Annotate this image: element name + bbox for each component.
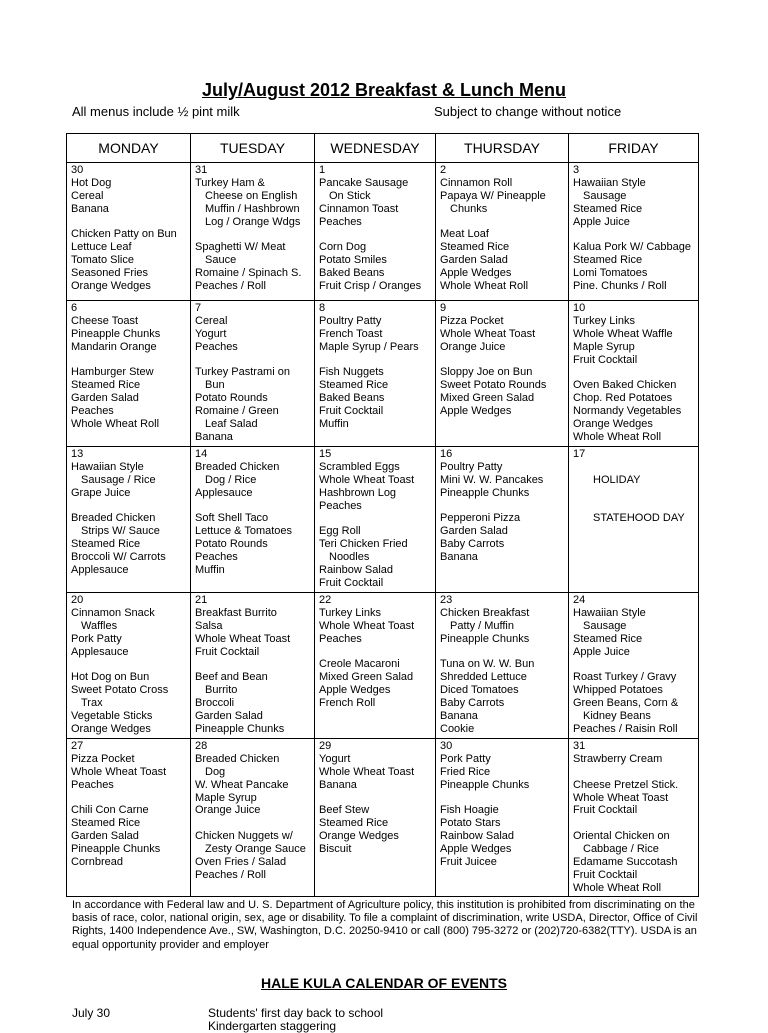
- menu-table: [66, 133, 699, 897]
- menu-item: Cornbread: [71, 856, 123, 869]
- day-number: 24: [573, 594, 586, 606]
- menu-item: Whole Wheat Roll: [573, 430, 662, 443]
- menu-item: Roast Turkey / Gravy: [573, 671, 677, 684]
- menu-item: Hot Dog: [71, 176, 112, 189]
- day-cell: [436, 593, 569, 739]
- menu-item: HOLIDAY: [593, 473, 641, 486]
- menu-item: Cereal: [71, 189, 104, 202]
- menu-item: Sloppy Joe on Bun: [440, 366, 533, 379]
- menu-item: Peaches / Roll: [195, 280, 266, 293]
- menu-item: Whole Wheat Toast: [573, 791, 669, 804]
- day-cell: [191, 739, 315, 897]
- menu-item: Apple Wedges: [440, 843, 512, 856]
- menu-item: [71, 216, 187, 229]
- menu-item: Breakfast Burrito: [195, 606, 277, 619]
- menu-item: Romaine / Green: [195, 405, 279, 418]
- menu-item: Potato Rounds: [195, 392, 268, 405]
- menu-item: Strips W/ Sauce: [81, 525, 160, 538]
- menu-item: French Toast: [319, 327, 383, 340]
- menu-item: Baked Beans: [319, 267, 385, 280]
- menu-item: Orange Wedges: [71, 280, 151, 293]
- menu-item: Steamed Rice: [573, 202, 643, 215]
- menu-item: Creole Macaroni: [319, 658, 400, 671]
- menu-item: Breaded Chicken: [195, 752, 280, 765]
- day-cell: [436, 301, 569, 447]
- menu-item: Pineapple Chunks: [440, 486, 530, 499]
- menu-item: Yogurt: [319, 752, 351, 765]
- menu-item: Yogurt: [195, 327, 227, 340]
- menu-item: Chicken Breakfast: [440, 606, 530, 619]
- menu-item: Garden Salad: [440, 525, 508, 538]
- day-cell: [436, 163, 569, 301]
- menu-item: [319, 354, 432, 367]
- day-header-monday: MONDAY: [67, 134, 191, 163]
- menu-item: Breaded Chicken: [71, 512, 156, 525]
- menu-item: [195, 658, 311, 671]
- menu-item: Mixed Green Salad: [440, 392, 535, 405]
- menu-item: Baby Carrots: [440, 697, 505, 710]
- menu-item: Peaches: [71, 778, 114, 791]
- menu-item: [319, 228, 432, 241]
- menu-item: Whole Wheat Waffle: [573, 327, 673, 340]
- menu-item: [573, 228, 695, 241]
- menu-item: Steamed Rice: [71, 538, 141, 551]
- menu-item: Breaded Chicken: [195, 460, 280, 473]
- menu-item: Trax: [81, 697, 103, 710]
- day-cell: [67, 163, 191, 301]
- day-number: 10: [573, 302, 586, 314]
- menu-item: Peaches: [319, 499, 362, 512]
- menu-item: Spaghetti W/ Meat: [195, 241, 286, 254]
- menu-item: Papaya W/ Pineapple: [440, 189, 546, 202]
- menu-item: Peaches / Raisin Roll: [573, 722, 678, 735]
- menu-item: Patty / Muffin: [450, 619, 514, 632]
- day-cell: [191, 593, 315, 739]
- day-number: 15: [319, 448, 332, 460]
- menu-item: [440, 792, 565, 805]
- menu-item: Whole Wheat Toast: [319, 619, 415, 632]
- menu-item: On Stick: [329, 189, 371, 202]
- week-row: [67, 163, 699, 301]
- menu-item: [71, 500, 187, 513]
- day-number: 22: [319, 594, 332, 606]
- menu-item: Sausage / Rice: [81, 473, 156, 486]
- day-cell: [67, 447, 191, 593]
- day-cell: [191, 301, 315, 447]
- menu-item: Apple Wedges: [440, 405, 512, 418]
- menu-item: Potato Rounds: [195, 538, 268, 551]
- menu-item: Orange Wedges: [319, 830, 399, 843]
- menu-item: Sausage: [583, 619, 627, 632]
- menu-item: Fruit Cocktail: [195, 645, 260, 658]
- menu-item: [195, 228, 311, 241]
- day-number: 30: [71, 164, 84, 176]
- menu-item: Cabbage / Rice: [583, 843, 659, 856]
- menu-title: July/August 2012 Breakfast & Lunch Menu: [201, 80, 567, 100]
- day-cell: [191, 163, 315, 301]
- menu-item: Turkey Links: [319, 606, 381, 619]
- menu-item: Chicken Patty on Bun: [71, 228, 177, 241]
- menu-item: [71, 354, 187, 367]
- menu-item: Steamed Rice: [71, 379, 141, 392]
- menu-item: Apple Wedges: [440, 267, 512, 280]
- day-header-tuesday: TUESDAY: [191, 134, 315, 163]
- menu-item: Fruit Cocktail: [573, 353, 638, 366]
- menu-item: Chicken Nuggets w/: [195, 830, 293, 843]
- menu-item: Burrito: [205, 684, 238, 697]
- menu-item: Diced Tomatoes: [440, 684, 519, 697]
- menu-item: Garden Salad: [71, 392, 139, 405]
- menu-item: Strawberry Cream: [573, 752, 663, 765]
- menu-item: Egg Roll: [319, 525, 361, 538]
- menu-item: Oven Fries / Salad: [195, 856, 287, 869]
- menu-item: Broccoli: [195, 697, 235, 710]
- menu-item: Mixed Green Salad: [319, 671, 414, 684]
- menu-item: Broccoli W/ Carrots: [71, 551, 166, 564]
- menu-item: Banana: [440, 710, 478, 723]
- menu-item: Salsa: [195, 619, 223, 632]
- menu-item: Beef Stew: [319, 804, 370, 817]
- menu-item: Peaches: [319, 632, 362, 645]
- day-number: 2: [440, 164, 447, 176]
- menu-item: Baby Carrots: [440, 538, 505, 551]
- menu-item: [440, 646, 565, 659]
- menu-item: Peaches / Roll: [195, 868, 266, 881]
- menu-item: Pineapple Chunks: [440, 778, 530, 791]
- menu-item: [195, 354, 311, 367]
- menu-item: Applesauce: [71, 564, 129, 577]
- menu-item: Fruit Cocktail: [319, 405, 384, 418]
- menu-item: Banana: [319, 778, 357, 791]
- menu-item: Garden Salad: [440, 254, 508, 267]
- menu-item: Apple Wedges: [319, 684, 391, 697]
- menu-item: [573, 461, 695, 474]
- menu-item: [195, 500, 311, 513]
- menu-item: Whole Wheat Toast: [319, 473, 415, 486]
- menu-item: Lomi Tomatoes: [573, 267, 648, 280]
- menu-item: Peaches: [71, 405, 114, 418]
- menu-item: Baked Beans: [319, 392, 385, 405]
- day-number: 28: [195, 740, 208, 752]
- menu-item: Pineapple Chunks: [71, 327, 161, 340]
- menu-item: Romaine / Spinach S.: [195, 267, 302, 280]
- menu-item: W. Wheat Pancake: [195, 778, 289, 791]
- menu-item: Zesty Orange Sauce: [205, 843, 306, 856]
- menu-item: Teri Chicken Fried: [319, 538, 408, 551]
- menu-item: Hot Dog on Bun: [71, 671, 150, 684]
- menu-item: Dog / Rice: [205, 473, 257, 486]
- day-header-friday: FRIDAY: [569, 134, 699, 163]
- day-cell: [315, 593, 436, 739]
- day-number: 3: [573, 164, 580, 176]
- menu-item: [573, 658, 695, 671]
- day-number: 8: [319, 302, 326, 314]
- menu-item: Pineapple Chunks: [71, 843, 161, 856]
- menu-item: Steamed Rice: [573, 632, 643, 645]
- menu-item: Meat Loaf: [440, 228, 489, 241]
- menu-item: Edamame Succotash: [573, 856, 678, 869]
- day-cell: [191, 447, 315, 593]
- day-cell: [67, 593, 191, 739]
- menu-item: Fruit Cocktail: [319, 576, 384, 589]
- menu-item: Fruit Juicee: [440, 856, 497, 869]
- menu-item: Sweet Potato Cross: [71, 684, 169, 697]
- menu-item: [440, 216, 565, 229]
- menu-item: Pizza Pocket: [440, 314, 504, 327]
- menu-item: Pineapple Chunks: [195, 722, 285, 735]
- menu-item: Cinnamon Roll: [440, 176, 513, 189]
- menu-item: Vegetable Sticks: [71, 710, 153, 723]
- menu-item: Dog: [205, 765, 226, 778]
- menu-item: Chili Con Carne: [71, 804, 149, 817]
- menu-item: Waffles: [81, 619, 118, 632]
- menu-item: Cinnamon Toast: [319, 202, 399, 215]
- menu-item: Seasoned Fries: [71, 267, 149, 280]
- menu-item: Pork Patty: [440, 752, 491, 765]
- menu-item: Whole Wheat Toast: [440, 327, 536, 340]
- menu-item: Sauce: [205, 254, 237, 267]
- day-number: 23: [440, 594, 453, 606]
- event-text: Students' first day back to school: [208, 1006, 384, 1020]
- day-number: 1: [319, 164, 326, 176]
- menu-item: Apple Juice: [573, 645, 630, 658]
- menu-item: French Roll: [319, 697, 376, 710]
- menu-item: Hamburger Stew: [71, 366, 154, 379]
- day-header-thursday: THURSDAY: [436, 134, 569, 163]
- menu-item: Scrambled Eggs: [319, 460, 400, 473]
- menu-item: Steamed Rice: [71, 817, 141, 830]
- menu-item: STATEHOOD DAY: [593, 512, 685, 525]
- menu-item: [573, 766, 695, 779]
- week-row: [67, 301, 699, 447]
- event-text-cut: Kindergarten staggering: [208, 1019, 337, 1033]
- day-cell: [315, 739, 436, 897]
- day-cell: [436, 739, 569, 897]
- day-cell: [569, 739, 699, 897]
- menu-item: Pineapple Chunks: [440, 632, 530, 645]
- day-number: 29: [319, 740, 332, 752]
- menu-item: Shredded Lettuce: [440, 671, 527, 684]
- day-cell: [315, 301, 436, 447]
- day-number: 27: [71, 740, 84, 752]
- menu-item: Maple Syrup: [573, 340, 635, 353]
- menu-item: Garden Salad: [71, 830, 139, 843]
- menu-item: Poultry Patty: [440, 460, 503, 473]
- menu-item: Pepperoni Pizza: [440, 512, 521, 525]
- menu-item: Log / Orange Wdgs: [205, 215, 301, 228]
- menu-item: Peaches: [195, 340, 238, 353]
- menu-item: Steamed Rice: [440, 241, 510, 254]
- day-number: 16: [440, 448, 453, 460]
- menu-item: Hawaiian Style: [71, 460, 144, 473]
- menu-item: Muffin / Hashbrown: [205, 202, 300, 215]
- menu-item: Rainbow Salad: [319, 564, 393, 577]
- menu-item: Sausage: [583, 189, 627, 202]
- menu-item: Lettuce Leaf: [71, 241, 132, 254]
- menu-item: Potato Smiles: [319, 254, 387, 267]
- day-cell: [569, 163, 699, 301]
- menu-item: Pancake Sausage: [319, 176, 409, 189]
- day-cell: [569, 447, 699, 593]
- menu-item: Apple Juice: [573, 215, 630, 228]
- menu-item: Chop. Red Potatoes: [573, 392, 673, 405]
- day-cell: [315, 163, 436, 301]
- day-cell: [67, 301, 191, 447]
- menu-item: Tomato Slice: [71, 254, 134, 267]
- day-cell: [569, 301, 699, 447]
- menu-item: Sweet Potato Rounds: [440, 379, 547, 392]
- menu-item: Chunks: [450, 202, 488, 215]
- day-cell: [67, 739, 191, 897]
- menu-item: Hawaiian Style: [573, 606, 646, 619]
- menu-item: Banana: [195, 430, 233, 443]
- menu-item: [440, 354, 565, 367]
- menu-item: [573, 366, 695, 379]
- menu-item: Hawaiian Style: [573, 176, 646, 189]
- menu-item: Fish Nuggets: [319, 366, 384, 379]
- menu-item: Mandarin Orange: [71, 340, 157, 353]
- usda-notice: In accordance with Federal law and U. S. Department of Agriculture policy, this institution is prohibited from discriminating on the basis of race, color, national origin, sex, age or disability. To file a complaint of discrimination, write USDA, Director, Office of Civil Rights, 1400 Independence Ave., SW, Washington, D.C. 20250-9410 or call (800) 795-3272 or (202)720-6382(TTY). USDA is an equal opportunity provider and employer: [72, 899, 698, 951]
- menu-item: Cereal: [195, 314, 228, 327]
- menu-item: Mini W. W. Pancakes: [440, 473, 544, 486]
- day-number: 20: [71, 594, 84, 606]
- day-number: 17: [573, 448, 586, 460]
- menu-item: [71, 658, 187, 671]
- menu-item: [319, 646, 432, 659]
- menu-item: Garden Salad: [195, 710, 263, 723]
- menu-item: Steamed Rice: [319, 379, 389, 392]
- menu-item: Cookie: [440, 722, 475, 735]
- menu-item: Applesauce: [195, 486, 253, 499]
- menu-item: Fish Hoagie: [440, 804, 499, 817]
- menu-item: Tuna on W. W. Bun: [440, 658, 535, 671]
- menu-item: Whole Wheat Roll: [71, 418, 160, 431]
- week-row: [67, 447, 699, 593]
- menu-item: Rainbow Salad: [440, 830, 514, 843]
- day-header-row: [67, 134, 699, 163]
- menu-item: Cinnamon Snack: [71, 606, 155, 619]
- day-number: 6: [71, 302, 78, 314]
- menu-item: Green Beans, Corn &: [573, 697, 679, 710]
- menu-item: Leaf Salad: [205, 418, 258, 431]
- menu-item: Biscuit: [319, 843, 352, 856]
- menu-item: Cheese on English: [205, 189, 298, 202]
- menu-item: Orange Juice: [440, 340, 506, 353]
- menu-item: Banana: [71, 202, 109, 215]
- menu-item: Whipped Potatoes: [573, 684, 663, 697]
- events-title: HALE KULA CALENDAR OF EVENTS: [260, 975, 508, 991]
- menu-item: Normandy Vegetables: [573, 405, 682, 418]
- menu-item: Whole Wheat Roll: [573, 881, 662, 894]
- menu-item: [319, 792, 432, 805]
- week-row: [67, 593, 699, 739]
- menu-item: [573, 817, 695, 830]
- menu-item: Applesauce: [71, 645, 129, 658]
- menu-item: Fruit Cocktail: [573, 868, 638, 881]
- day-header-wednesday: WEDNESDAY: [315, 134, 436, 163]
- day-number: 13: [71, 448, 84, 460]
- menu-item: Muffin: [319, 418, 349, 431]
- menu-item: Turkey Ham &: [195, 176, 265, 189]
- menu-item: Cheese Pretzel Stick.: [573, 778, 679, 791]
- menu-item: [319, 512, 432, 525]
- menu-item: Pine. Chunks / Roll: [573, 280, 667, 293]
- menu-item: Muffin: [195, 564, 225, 577]
- milk-note: All menus include ½ pint milk: [72, 104, 240, 119]
- menu-item: Peaches: [195, 551, 238, 564]
- menu-item: Steamed Rice: [319, 817, 389, 830]
- menu-item: Orange Wedges: [71, 722, 151, 735]
- menu-item: Pizza Pocket: [71, 752, 135, 765]
- menu-item: Kidney Beans: [583, 710, 651, 723]
- menu-item: [573, 487, 695, 500]
- menu-item: Turkey Links: [573, 314, 635, 327]
- day-number: 21: [195, 594, 208, 606]
- menu-item: Maple Syrup / Pears: [319, 340, 419, 353]
- menu-item: Fruit Crisp / Oranges: [319, 280, 422, 293]
- day-number: 30: [440, 740, 453, 752]
- menu-item: Steamed Rice: [573, 254, 643, 267]
- menu-item: Cheese Toast: [71, 314, 139, 327]
- day-number: 31: [573, 740, 586, 752]
- menu-item: Poultry Patty: [319, 314, 382, 327]
- menu-item: Potato Stars: [440, 817, 501, 830]
- menu-item: Corn Dog: [319, 241, 367, 254]
- change-note: Subject to change without notice: [434, 104, 622, 119]
- week-row: [67, 739, 699, 897]
- day-cell: [569, 593, 699, 739]
- day-cell: [315, 447, 436, 593]
- menu-item: Noodles: [329, 551, 370, 564]
- menu-item: Kalua Pork W/ Cabbage: [573, 241, 692, 254]
- menu-item: Fried Rice: [440, 765, 491, 778]
- menu-item: Lettuce & Tomatoes: [195, 525, 293, 538]
- menu-item: Oven Baked Chicken: [573, 379, 677, 392]
- menu-item: Peaches: [319, 215, 362, 228]
- menu-item: [71, 792, 187, 805]
- menu-item: Whole Wheat Toast: [71, 765, 167, 778]
- menu-item: Maple Syrup: [195, 791, 257, 804]
- day-number: 14: [195, 448, 208, 460]
- day-number: 7: [195, 302, 202, 314]
- menu-item: Whole Wheat Toast: [319, 765, 415, 778]
- menu-item: Turkey Pastrami on: [195, 366, 290, 379]
- menu-item: Soft Shell Taco: [195, 512, 269, 525]
- menu-item: [573, 500, 695, 513]
- menu-item: Whole Wheat Roll: [440, 280, 529, 293]
- menu-item: Orange Wedges: [573, 418, 653, 431]
- menu-item: Bun: [205, 379, 225, 392]
- menu-item: Beef and Bean: [195, 671, 268, 684]
- day-cell: [436, 447, 569, 593]
- day-number: 9: [440, 302, 447, 314]
- menu-item: Banana: [440, 551, 478, 564]
- menu-item: Whole Wheat Toast: [195, 632, 291, 645]
- menu-item: Oriental Chicken on: [573, 830, 670, 843]
- menu-item: Hashbrown Log: [319, 486, 397, 499]
- menu-item: [195, 817, 311, 830]
- menu-item: Orange Juice: [195, 804, 261, 817]
- menu-item: Grape Juice: [71, 486, 131, 499]
- event-date: July 30: [72, 1006, 111, 1020]
- menu-item: [440, 500, 565, 513]
- day-number: 31: [195, 164, 208, 176]
- menu-item: Pork Patty: [71, 632, 122, 645]
- menu-item: Fruit Cocktail: [573, 804, 638, 817]
